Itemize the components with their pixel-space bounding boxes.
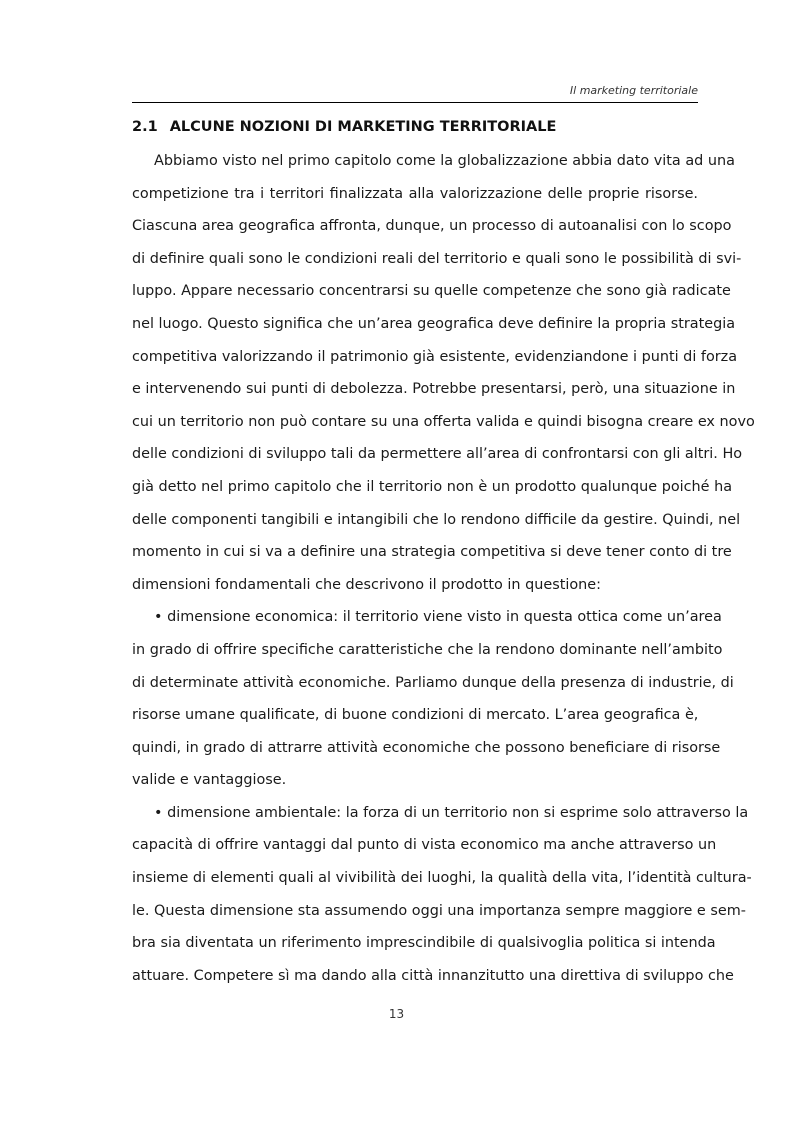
text-line: cui un territorio non può contare su una offerta valida e quindi bisogna creare ex novo — [132, 413, 755, 430]
text-line: valide e vantaggiose. — [132, 772, 287, 789]
text-line: momento in cui si va a definire una strategia competitiva si deve tener conto di tre — [132, 544, 732, 561]
text-line: delle componenti tangibili e intangibili che lo rendono difficile da gestire. Quindi, nel — [132, 511, 741, 528]
text-line: competitiva valorizzando il patrimonio già esistente, evidenziandone i punti di forza — [132, 348, 738, 365]
text-line: e intervenendo sui punti di debolezza. Potrebbe presentarsi, però, una situazione in — [132, 381, 736, 398]
running-header-title: Il marketing territoriale — [569, 84, 698, 97]
section-heading — [132, 119, 556, 135]
text-line: risorse umane qualificate, di buone condizioni di mercato. L’area geografica è, — [132, 707, 699, 724]
text-line: già detto nel primo capitolo che il territorio non è un prodotto qualunque poiché ha — [132, 478, 733, 495]
text-line: dimensioni fondamentali che descrivono il prodotto in questione: — [132, 576, 601, 593]
header-divider — [132, 102, 698, 103]
text-line: nel luogo. Questo significa che un’area geografica deve definire la propria strategia — [132, 315, 736, 332]
section-title: ALCUNE NOZIONI DI MARKETING TERRITORIALE — [169, 119, 557, 135]
body-text — [132, 149, 755, 996]
bullet-item-ambientale: • dimensione ambientale: la forza di un territorio non si esprime solo attraverso la — [154, 804, 749, 821]
text-line: insieme di elementi quali al vivibilità dei luoghi, la qualità della vita, l’identità cultura- — [132, 870, 752, 887]
bullet-item-economica: • dimensione economica: il territorio viene visto in questa ottica come un’area — [154, 609, 722, 626]
page-number: 13 — [388, 1007, 405, 1021]
text-line: competizione tra i territori finalizzata alla valorizzazione delle proprie risorse. — [132, 185, 698, 202]
text-line: Ciascuna area geografica affronta, dunque, un processo di autoanalisi con lo scopo — [132, 218, 732, 235]
text-line: le. Questa dimensione sta assumendo oggi una importanza sempre maggiore e sem- — [132, 902, 746, 919]
text-line: Abbiamo visto nel primo capitolo come la globalizzazione abbia dato vita ad una — [154, 153, 735, 169]
text-line: quindi, in grado di attrarre attività economiche che possono beneficiare di risorse — [132, 739, 721, 756]
text-line: attuare. Competere sì ma dando alla città innanzitutto una direttiva di sviluppo che — [132, 967, 734, 984]
text-line: di definire quali sono le condizioni reali del territorio e quali sono le possibilità di svi- — [132, 250, 742, 267]
text-line: luppo. Appare necessario concentrarsi su quelle competenze che sono già radicate — [132, 283, 731, 300]
text-line: di determinate attività economiche. Parliamo dunque della presenza di industrie, di — [132, 674, 734, 691]
text-line: in grado di offrire specifiche caratteristiche che la rendono dominante nell’ambito — [132, 641, 723, 658]
text-line: capacità di offrire vantaggi dal punto di vista economico ma anche attraverso un — [132, 837, 717, 854]
text-line: delle condizioni di sviluppo tali da permettere all’area di confrontarsi con gli altri. Ho — [132, 446, 743, 463]
section-number: 2.1 — [132, 119, 158, 135]
text-line: bra sia diventata un riferimento imprescindibile di qualsivoglia politica si intenda — [132, 935, 716, 952]
